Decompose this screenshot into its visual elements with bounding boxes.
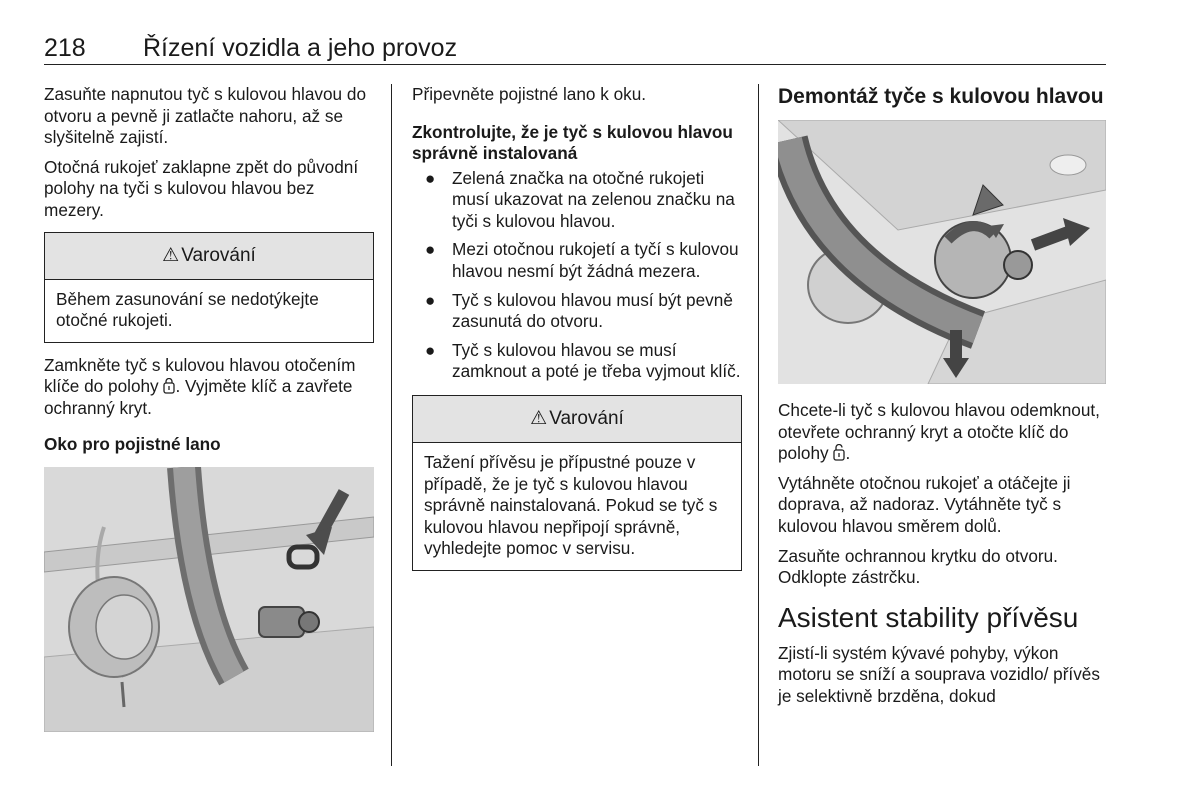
list-item-text: Tyč s kulovou hlavou musí být pevně zasunutá do otvoru. xyxy=(452,289,733,332)
bullet-icon: ● xyxy=(425,340,436,360)
text-run: . Vyjměte klíč a zavřete ochranný kryt. xyxy=(44,376,353,418)
paragraph xyxy=(44,355,374,420)
warning-triangle-icon: ⚠ xyxy=(530,408,548,430)
paragraph xyxy=(778,400,1108,465)
paragraph: Připevněte pojistné lano k oku. xyxy=(412,84,647,104)
paragraph: Zjistí-li systém kývavé pohyby, výkon motoru se sníží a souprava vozidlo/ přívěs je selektivně brzděna, dokud xyxy=(778,642,1100,706)
column-2 xyxy=(412,84,742,583)
page-header xyxy=(44,32,1106,65)
warning-title: Varování xyxy=(549,407,624,429)
warning-text: Tažení přívěsu je přípustné pouze v případě, že je tyč s kulovou hlavou správně nainstalovaná. Pokud se tyč s kulovou hlavou nepřipojí správně, vyhledejte pomoc v servisu. xyxy=(424,451,718,559)
lock-open-icon xyxy=(833,444,845,461)
page-number: 218 xyxy=(44,34,86,62)
column-1 xyxy=(44,84,374,732)
warning-text: Během zasunování se nedotýkejte otočné rukojeti. xyxy=(56,288,319,331)
bullet-icon: ● xyxy=(425,240,436,260)
column-3 xyxy=(778,84,1108,716)
chapter-title: Řízení vozidla a jeho provoz xyxy=(143,34,458,62)
list-item xyxy=(412,290,742,333)
column-divider xyxy=(391,84,392,766)
warning-title: Varování xyxy=(181,244,256,266)
text-run: Zamkněte tyč s kulovou hlavou otočením klíče do polohy xyxy=(44,354,356,397)
paragraph: Otočná rukojeť zaklapne zpět do původní polohy na tyči s kulovou hlavou bez mezery. xyxy=(44,156,359,220)
figure-safety-cable-eye xyxy=(44,467,374,732)
section-heading: Demontáž tyče s kulovou hlavou xyxy=(778,85,1104,108)
bullet-icon: ● xyxy=(425,290,436,310)
illustration xyxy=(44,467,374,732)
bullet-icon: ● xyxy=(425,168,436,188)
list-item xyxy=(412,239,742,282)
paragraph: Zasuňte ochrannou krytku do otvoru. Odklopte zástrčku. xyxy=(778,545,1058,588)
warning-box xyxy=(412,395,742,571)
subheading: Oko pro pojistné lano xyxy=(44,433,221,454)
paragraph: Zasuňte napnutou tyč s kulovou hlavou do otvoru a pevně ji zatlačte nahoru, až se slyšitelně zajistí. xyxy=(44,84,367,148)
illustration xyxy=(778,120,1106,384)
text-run: . xyxy=(845,443,851,464)
list-item-text: Zelená značka na otočné rukojeti musí ukazovat na zelenou značku na tyči s kulovou hlavou. xyxy=(452,167,735,231)
figure-tow-bar-removal xyxy=(778,120,1106,384)
lock-closed-icon xyxy=(163,378,175,394)
subheading: Zkontrolujte, že je tyč s kulovou hlavou správně instalovaná xyxy=(412,121,733,163)
text-run: Chcete-li tyč s kulovou hlavou odemknout, otevřete ochranný kryt a otočte klíč do polohy xyxy=(778,400,1100,464)
warning-header xyxy=(413,396,741,443)
warning-box xyxy=(44,232,374,343)
column-divider xyxy=(758,84,759,766)
checklist xyxy=(412,168,742,383)
list-item-text: Tyč s kulovou hlavou se musí zamknout a poté je třeba vyjmout klíč. xyxy=(452,339,741,382)
list-item-text: Mezi otočnou rukojetí a tyčí s kulovou hlavou nesmí být žádná mezera. xyxy=(452,239,739,281)
list-item xyxy=(412,340,742,383)
warning-header xyxy=(45,233,373,280)
warning-triangle-icon: ⚠ xyxy=(162,245,180,267)
section-title: Asistent stability přívěsu xyxy=(778,601,1079,633)
paragraph: Vytáhněte otočnou rukojeť a otáčejte ji doprava, až nadoraz. Vytáhněte tyč s kulovou hlavou směrem dolů. xyxy=(778,472,1071,536)
list-item xyxy=(412,168,742,233)
